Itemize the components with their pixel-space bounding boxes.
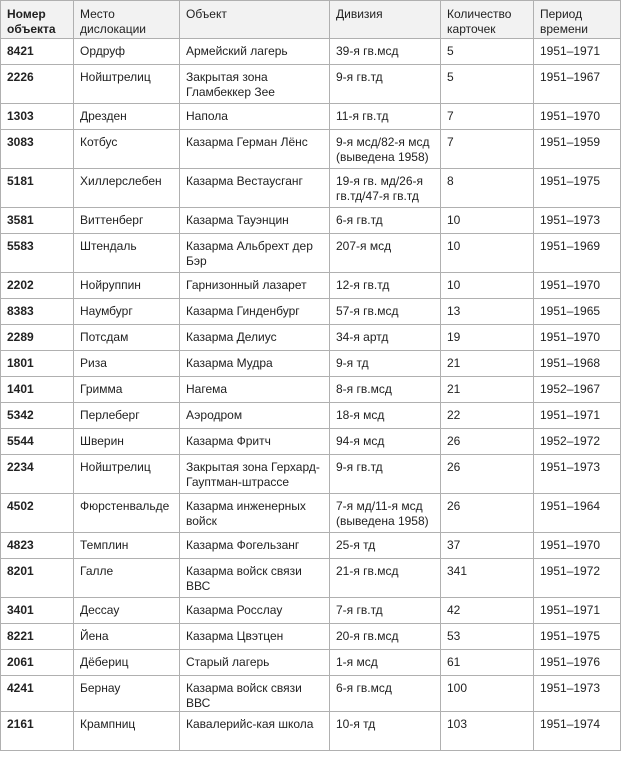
cell-location: Виттенберг [74,208,180,234]
table-row [1,39,621,65]
cell-object-number: 2202 [1,273,74,299]
cell-location: Темплин [74,533,180,559]
cell-division: 9-я тд [330,351,441,377]
cell-card-count: 5 [441,39,534,65]
cell-card-count: 341 [441,559,534,598]
cell-period: 1951–1969 [534,234,621,273]
cell-location: Нойруппин [74,273,180,299]
table-body [1,39,621,751]
cell-division: 34-я артд [330,325,441,351]
cell-object: Казарма Герман Лёнс [180,130,330,169]
cell-period: 1951–1971 [534,403,621,429]
cell-period: 1952–1967 [534,377,621,403]
cell-card-count: 7 [441,130,534,169]
cell-object: Кавалерийс-кая школа [180,712,330,751]
cell-object-number: 5181 [1,169,74,208]
cell-division: 8-я гв.мсд [330,377,441,403]
cell-object: Армейский лагерь [180,39,330,65]
cell-division: 6-я гв.тд [330,208,441,234]
cell-period: 1951–1975 [534,169,621,208]
table-row [1,650,621,676]
cell-period: 1951–1970 [534,325,621,351]
cell-object-number: 4241 [1,676,74,712]
cell-period: 1951–1964 [534,494,621,533]
cell-card-count: 103 [441,712,534,751]
table-row [1,455,621,494]
header-division: Дивизия [330,1,441,39]
cell-object: Напола [180,104,330,130]
cell-division: 18-я мсд [330,403,441,429]
cell-location: Риза [74,351,180,377]
cell-division: 21-я гв.мсд [330,559,441,598]
cell-object-number: 8201 [1,559,74,598]
table-row [1,676,621,712]
cell-location: Шверин [74,429,180,455]
cell-location: Потсдам [74,325,180,351]
cell-object: Нагема [180,377,330,403]
cell-object-number: 5583 [1,234,74,273]
cell-location: Галле [74,559,180,598]
cell-card-count: 19 [441,325,534,351]
header-card-count: Количество карточек [441,1,534,39]
cell-period: 1951–1973 [534,676,621,712]
cell-division: 7-я гв.тд [330,598,441,624]
cell-division: 1-я мсд [330,650,441,676]
cell-division: 94-я мсд [330,429,441,455]
table-row [1,299,621,325]
cell-period: 1951–1968 [534,351,621,377]
cell-object: Закрытая зона Гламбеккер Зее [180,65,330,104]
cell-card-count: 8 [441,169,534,208]
cell-division: 20-я гв.мсд [330,624,441,650]
cell-object-number: 8383 [1,299,74,325]
table-row [1,494,621,533]
cell-object: Казарма инженерных войск [180,494,330,533]
cell-division: 57-я гв.мсд [330,299,441,325]
cell-object: Казарма Гинденбург [180,299,330,325]
cell-object-number: 8221 [1,624,74,650]
cell-division: 19-я гв. мд/26-я гв.тд/47-я гв.тд [330,169,441,208]
cell-location: Штендаль [74,234,180,273]
cell-object: Казарма войск связи ВВС [180,676,330,712]
cell-card-count: 37 [441,533,534,559]
cell-period: 1951–1972 [534,559,621,598]
cell-object-number: 3581 [1,208,74,234]
cell-division: 6-я гв.мсд [330,676,441,712]
cell-object: Казарма Цвэтцен [180,624,330,650]
cell-division: 207-я мсд [330,234,441,273]
cell-division: 7-я мд/11-я мсд (выведена 1958) [330,494,441,533]
cell-location: Крампниц [74,712,180,751]
cell-division: 11-я гв.тд [330,104,441,130]
cell-object-number: 1801 [1,351,74,377]
table-row [1,208,621,234]
cell-object-number: 2061 [1,650,74,676]
cell-object: Гарнизонный лазарет [180,273,330,299]
cell-object-number: 2161 [1,712,74,751]
cell-location: Фюрстенвальде [74,494,180,533]
cell-division: 9-я гв.тд [330,65,441,104]
table-header [1,1,621,39]
table-row [1,624,621,650]
header-location: Место дислокации [74,1,180,39]
table-row [1,234,621,273]
cell-card-count: 22 [441,403,534,429]
header-row [1,1,621,39]
cell-object: Казарма Тауэнцин [180,208,330,234]
cell-object-number: 8421 [1,39,74,65]
cell-location: Бернау [74,676,180,712]
cell-location: Котбус [74,130,180,169]
cell-object-number: 5544 [1,429,74,455]
cell-period: 1951–1973 [534,208,621,234]
cell-object: Старый лагерь [180,650,330,676]
table-row [1,169,621,208]
cell-division: 9-я мсд/82-я мсд (выведена 1958) [330,130,441,169]
cell-object: Казарма войск связи ВВС [180,559,330,598]
cell-period: 1951–1970 [534,104,621,130]
cell-object: Казарма Мудра [180,351,330,377]
cell-division: 12-я гв.тд [330,273,441,299]
table-row [1,351,621,377]
cell-card-count: 26 [441,429,534,455]
header-object-number: Номер объекта [1,1,74,39]
cell-card-count: 42 [441,598,534,624]
table-row [1,130,621,169]
cell-period: 1951–1965 [534,299,621,325]
table-row [1,559,621,598]
cell-period: 1951–1970 [534,533,621,559]
cell-object: Аэродром [180,403,330,429]
cell-object: Казарма Росслау [180,598,330,624]
table-row [1,598,621,624]
cell-object-number: 2234 [1,455,74,494]
cell-object: Казарма Фогельзанг [180,533,330,559]
cell-period: 1951–1973 [534,455,621,494]
cell-card-count: 10 [441,273,534,299]
cell-card-count: 5 [441,65,534,104]
table-row [1,377,621,403]
cell-card-count: 10 [441,234,534,273]
cell-period: 1951–1967 [534,65,621,104]
cell-location: Наумбург [74,299,180,325]
cell-card-count: 21 [441,377,534,403]
cell-object: Закрытая зона Герхард-Гауптман-штрассе [180,455,330,494]
cell-object-number: 3401 [1,598,74,624]
cell-location: Гримма [74,377,180,403]
cell-object-number: 2226 [1,65,74,104]
cell-division: 9-я гв.тд [330,455,441,494]
cell-object-number: 5342 [1,403,74,429]
cell-object-number: 3083 [1,130,74,169]
cell-period: 1951–1959 [534,130,621,169]
cell-object-number: 2289 [1,325,74,351]
cell-location: Дессау [74,598,180,624]
cell-object: Казарма Альбрехт дер Бэр [180,234,330,273]
cell-object-number: 4502 [1,494,74,533]
cell-object: Казарма Фритч [180,429,330,455]
cell-object-number: 4823 [1,533,74,559]
cell-location: Нойштрелиц [74,455,180,494]
cell-period: 1951–1970 [534,273,621,299]
cell-location: Перлеберг [74,403,180,429]
cell-card-count: 61 [441,650,534,676]
cell-location: Хиллерслебен [74,169,180,208]
cell-location: Йена [74,624,180,650]
cell-period: 1951–1971 [534,598,621,624]
cell-card-count: 53 [441,624,534,650]
cell-object-number: 1401 [1,377,74,403]
cell-division: 39-я гв.мсд [330,39,441,65]
cell-division: 25-я тд [330,533,441,559]
table-row [1,273,621,299]
table-row [1,325,621,351]
table-row [1,104,621,130]
header-period: Период времени [534,1,621,39]
cell-card-count: 13 [441,299,534,325]
cell-location: Дрезден [74,104,180,130]
cell-period: 1951–1971 [534,39,621,65]
cell-period: 1951–1976 [534,650,621,676]
table-row [1,712,621,751]
cell-card-count: 10 [441,208,534,234]
cell-location: Нойштрелиц [74,65,180,104]
table-row [1,65,621,104]
table-row [1,403,621,429]
cell-object: Казарма Делиус [180,325,330,351]
header-object: Объект [180,1,330,39]
cell-card-count: 100 [441,676,534,712]
cell-object-number: 1303 [1,104,74,130]
cell-card-count: 21 [441,351,534,377]
cell-period: 1952–1972 [534,429,621,455]
cell-object: Казарма Вестаусганг [180,169,330,208]
cell-division: 10-я тд [330,712,441,751]
table-row [1,533,621,559]
cell-period: 1951–1975 [534,624,621,650]
cell-card-count: 26 [441,494,534,533]
table-row [1,429,621,455]
cell-card-count: 26 [441,455,534,494]
cell-card-count: 7 [441,104,534,130]
cell-location: Дёбериц [74,650,180,676]
cell-period: 1951–1974 [534,712,621,751]
cell-location: Ордруф [74,39,180,65]
